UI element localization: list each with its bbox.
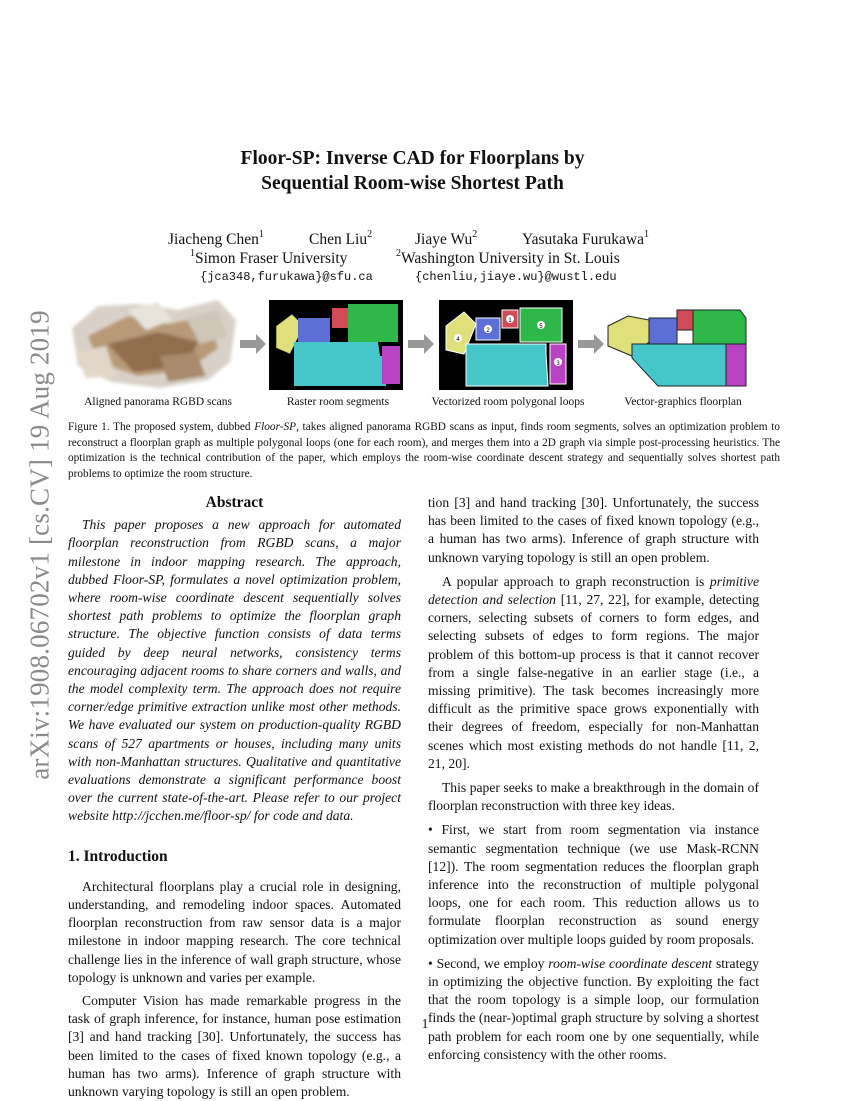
figure-label-2: Raster room segments: [286, 396, 390, 408]
contribution-bullet-2: • Second, we employ room-wise coordinate descent strategy in optimizing the objective function. By exploiting the fact that the room topology is a simple loop, our formulation finds the (near-)optimal graph structure by solving a shortest path problem for each room one by one sequentially, while enforcing consistency with the other rooms.: [428, 955, 759, 1062]
vector-floorplan-image: [608, 310, 746, 386]
raster-segments-image: [269, 300, 403, 390]
contribution-bullet-1: • First, we start from room segmentation via instance semantic segmentation technique (we use Mask-RCNN [12]). The room segmentation reduces the floorplan graph inference into the reconstruction of multiple polygonal loops, one for each room. This reduction allows us to formulate floorplan reconstruction as sound energy optimization over multiple loops guided by room proposals.: [428, 822, 759, 947]
arrow-icon: [578, 334, 604, 354]
affiliation-1: $^1$Simon Fraser University: [190, 248, 348, 268]
email-2: {chenliu,jiaye.wu}@wustl.edu: [415, 270, 617, 284]
author-1: Jiacheng Chen$^1$: [168, 229, 264, 249]
abstract-heading: Abstract: [205, 494, 264, 511]
left-column: [68, 494, 401, 1100]
abstract-text: This paper proposes a new approach for automated floorplan reconstruction from RGBD scans, a major milestone in indoor mapping research. The approach, dubbed Floor-SP, formulates a novel optimization problem, where room-wise coordinate descent sequentially solves shortest path problems to optimize the floorplan graph structure. The objective function consists of data terms guided by deep neural networks, consistency terms encouraging adjacent rooms to share corners and walls, and the model complexity term. The approach does not require corner/edge primitive extraction unlike most other methods. We have evaluated our system on production-quality RGBD scans of 527 apartments or houses, including many units with non-Manhattan structures. Qualitative and quantitative evaluations demonstrate a significant performance boost over the current state-of-the-art. Please refer to our project website http://jcchen.me/floor-sp/ for code and data.: [68, 517, 401, 824]
intro-paragraph-4: This paper seeks to make a breakthrough in the domain of floorplan reconstruction with three key ideas.: [428, 780, 759, 814]
title-line-2: Sequential Room-wise Shortest Path: [261, 173, 564, 194]
arrow-icon: [240, 334, 266, 354]
paper-title: [120, 146, 705, 196]
author-4: Yasutaka Furukawa$^1$: [522, 229, 649, 249]
right-column: [428, 494, 759, 1064]
room-number: 5: [539, 324, 543, 330]
arxiv-identifier: [20, 285, 60, 805]
intro-paragraph-2-continued: tion [3] and hand tracking [30]. Unfortunately, the success has been limited to the cases of fixed known topology (e.g., a human has two arms). Inference of graph structure with unknown varying topology is still an open problem.: [428, 495, 759, 565]
email-1: {jca348,furukawa}@sfu.ca: [200, 270, 373, 284]
author-block: [120, 226, 720, 296]
intro-paragraph-1: Architectural floorplans play a crucial role in designing, understanding, and remodeling indoor spaces. Automated floorplan reconstruction from raw sensor data is a major milestone in indoor mapping research. The core technical challenge lies in the inference of wall graph structure, whose topology is unknown and varies per example.: [68, 878, 401, 985]
room-number: 1: [508, 318, 512, 324]
room-number: 4: [456, 337, 460, 343]
title-line-1: Floor-SP: Inverse CAD for Floorplans by: [240, 148, 585, 169]
figure-label-3: Vectorized room polygonal loops: [431, 396, 585, 408]
page-number: 1: [421, 1016, 429, 1031]
figure-caption: Figure 1. The proposed system, dubbed Floor-SP, takes aligned panorama RGBD scans as input, finds room segments, solves an optimization problem to reconstruct a floorplan graph as multiple polygonal loops (one for each room), and merges them into a 2D graph via simple post-processing heuristics. The optimization is the technical contribution of the paper, which employs the room-wise coordinate descent strategy and sequentially solves shortest path problems to optimize the room structure.: [68, 421, 780, 480]
room-number: 3: [556, 361, 560, 367]
section-heading-introduction: 1. Introduction: [68, 847, 168, 865]
figure-label-4: Vector-graphics floorplan: [624, 396, 742, 408]
intro-paragraph-3: A popular approach to graph reconstruction is primitive detection and selection [11, 27, 22], for example, detecting corners, selecting subsets of corners to form edges, and selecting subsets of edges to form regions. The major problem of this bottom-up process is that it cannot recover from a single false-negative in an earlier stage (i.e., a missing primitive). The task becomes increasingly more difficult as the primitive space grows exponentially with their degrees of freedom, especially for non-Manhattan scenes which most existing methods do not handle [11, 2, 21, 20].: [428, 573, 759, 771]
vectorized-loops-image: [439, 300, 573, 390]
figure-label-1: Aligned panorama RGBD scans: [84, 396, 232, 408]
figure-1: [68, 296, 780, 414]
arxiv-id-text: arXiv:1908.06702v1 [cs.CV] 19 Aug 2019: [24, 310, 55, 780]
author-2: Chen Liu$^2$: [309, 229, 373, 249]
author-3: Jiaye Wu$^2$: [415, 229, 478, 249]
panorama-scans-image: [72, 300, 236, 388]
affiliation-2: $^2$Washington University in St. Louis: [396, 248, 620, 268]
intro-paragraph-2: Computer Vision has made remarkable progress in the task of graph inference, for instance, human pose estimation [3] and hand tracking [30]. Unfortunately, the success has been limited to the cases of fixed known topology (e.g., a human has two arms). Inference of graph structure with unknown varying topology is still an open problem.: [68, 993, 401, 1100]
room-number: 2: [486, 328, 490, 334]
arrow-icon: [408, 334, 434, 354]
